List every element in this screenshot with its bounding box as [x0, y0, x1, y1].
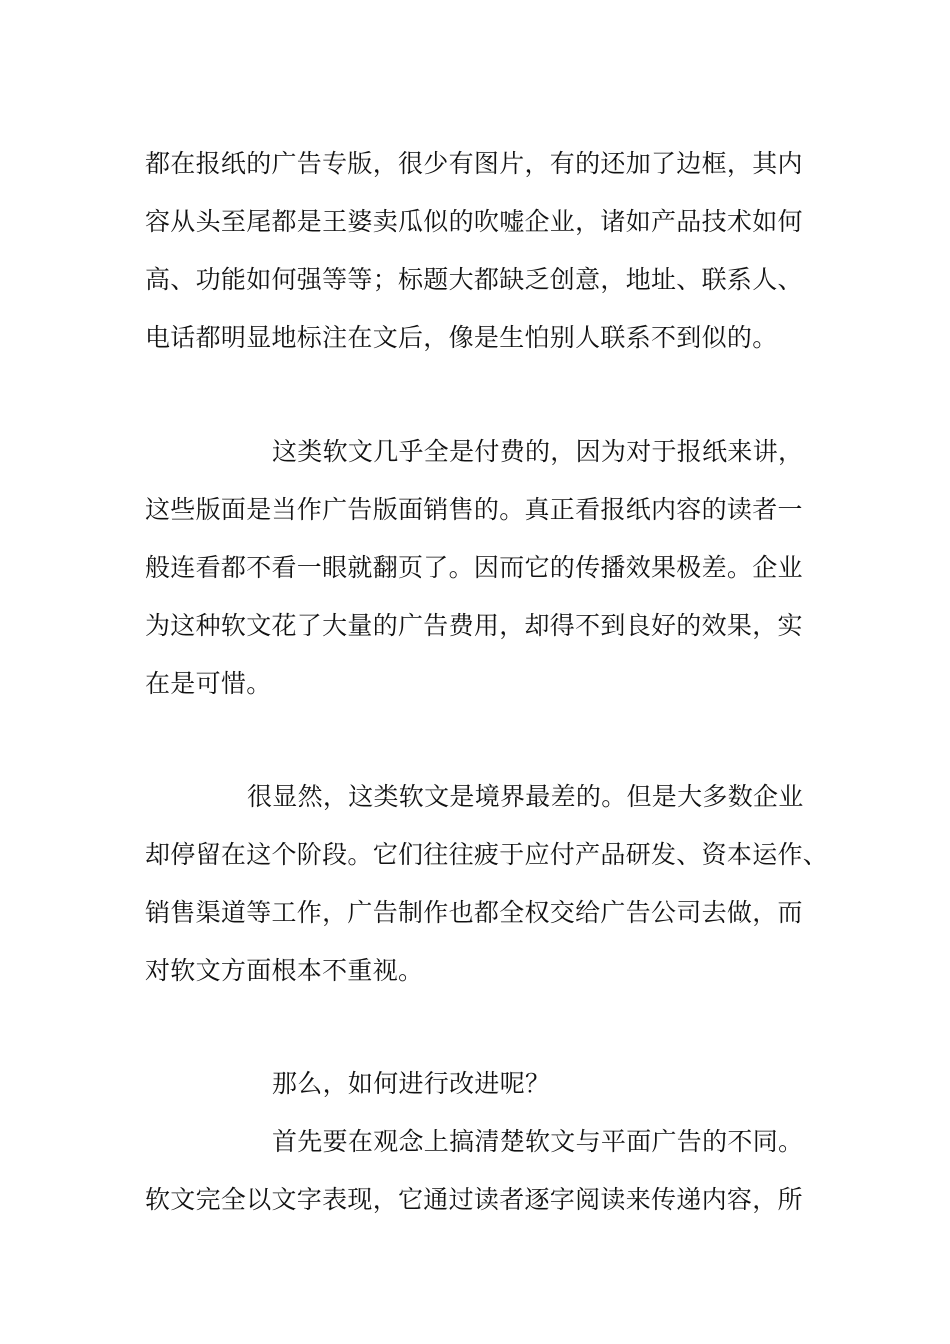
paragraph-3-line-2: 却停留在这个阶段。它们往往疲于应付产品研发、资本运作、	[145, 840, 829, 869]
paragraph-5-line-2: 软文完全以文字表现，它通过读者逐字阅读来传递内容，所	[145, 1185, 803, 1214]
paragraph-2-line-5: 在是可惜。	[145, 669, 272, 698]
paragraph-1-line-1: 都在报纸的广告专版，很少有图片，有的还加了边框，其内	[145, 149, 803, 178]
paragraph-3-line-3: 销售渠道等工作，广告制作也都全权交给广告公司去做，而	[145, 898, 803, 927]
paragraph-1-line-2: 容从头至尾都是王婆卖瓜似的吹嘘企业，诸如产品技术如何	[145, 207, 803, 236]
paragraph-2-line-4: 为这种软文花了大量的广告费用，却得不到良好的效果，实	[145, 611, 803, 640]
paragraph-2-line-3: 般连看都不看一眼就翻页了。因而它的传播效果极差。企业	[145, 553, 803, 582]
paragraph-2-line-2: 这些版面是当作广告版面销售的。真正看报纸内容的读者一	[145, 495, 803, 524]
paragraph-1-line-4: 电话都明显地标注在文后，像是生怕别人联系不到似的。	[145, 323, 778, 352]
paragraph-3-line-4: 对软文方面根本不重视。	[145, 956, 424, 985]
paragraph-3-line-1: 很显然，这类软文是境界最差的。但是大多数企业	[247, 782, 804, 811]
paragraph-1-line-3: 高、功能如何强等等；标题大都缺乏创意，地址、联系人、	[145, 265, 803, 294]
paragraph-2-line-1: 这类软文几乎全是付费的，因为对于报纸来讲，	[272, 437, 804, 466]
paragraph-4-line-1: 那么，如何进行改进呢？	[272, 1069, 551, 1098]
paragraph-5-line-1: 首先要在观念上搞清楚软文与平面广告的不同。	[272, 1127, 804, 1156]
